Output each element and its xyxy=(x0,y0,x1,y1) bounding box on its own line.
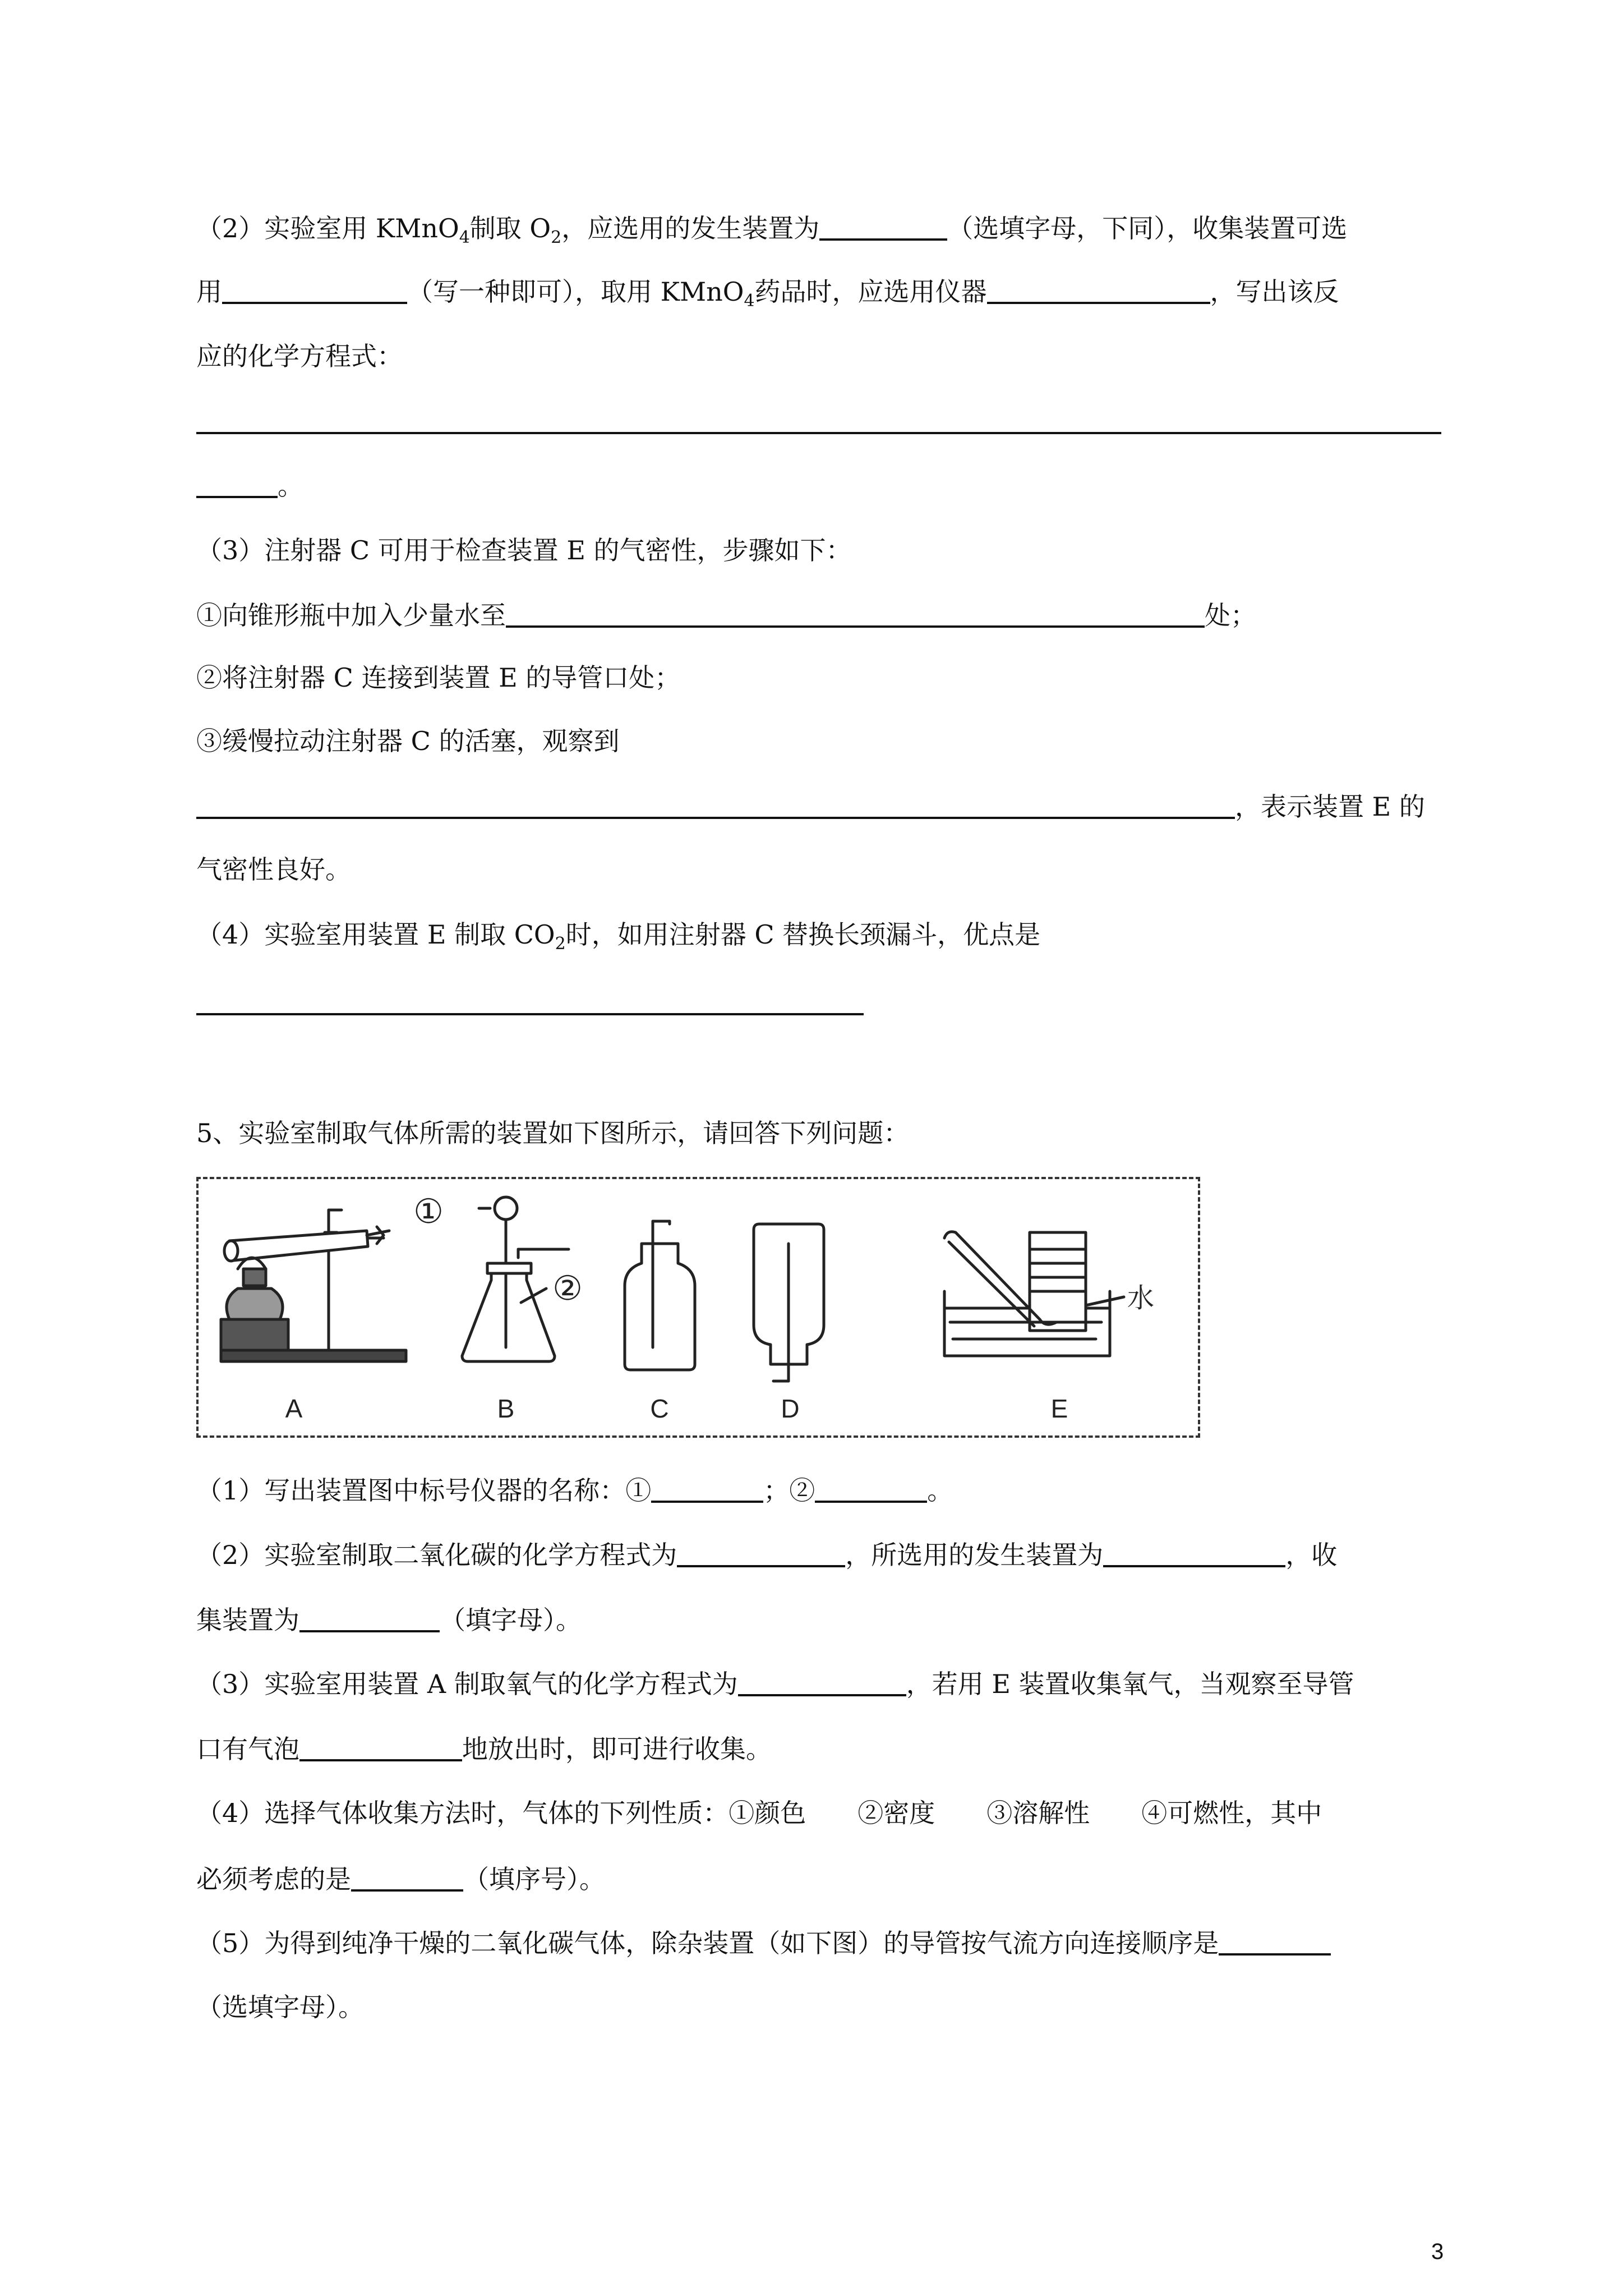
text: （3）注射器 C 可用于检查装置 E 的气密性，步骤如下： xyxy=(196,535,852,565)
answer-blank[interactable] xyxy=(819,210,947,241)
q4-part2-line3 xyxy=(196,339,403,373)
q4-part4-line1 xyxy=(196,918,1041,954)
text: （4）选择气体收集方法时，气体的下列性质：①颜色 ②密度 ③溶解性 ④可燃性，其中 xyxy=(196,1798,1322,1828)
answer-blank[interactable] xyxy=(196,468,278,498)
label-e: E xyxy=(1050,1394,1068,1423)
answer-blank[interactable] xyxy=(1219,1925,1331,1955)
q4-part2-line4 xyxy=(196,468,303,503)
text: 地放出时，即可进行收集。 xyxy=(462,1734,772,1764)
q4-part3-step3 xyxy=(196,724,619,758)
text: ；② xyxy=(763,1475,815,1506)
subscript: 2 xyxy=(551,228,562,247)
answer-blank[interactable] xyxy=(1103,1537,1285,1567)
apparatus-figure xyxy=(196,1177,1200,1438)
text: 集装置为 xyxy=(196,1605,299,1635)
text: （填序号）。 xyxy=(463,1864,605,1894)
text: 药品时，应选用仪器 xyxy=(754,277,987,307)
q4-part3-step1 xyxy=(196,597,1256,632)
apparatus-e-icon xyxy=(944,1232,1124,1356)
q5-part4-line2 xyxy=(196,1861,605,1896)
text: （1）写出装置图中标号仪器的名称：① xyxy=(196,1475,652,1506)
q5-part3-line1 xyxy=(196,1666,1354,1701)
text: 。 xyxy=(278,471,303,501)
text: （选填字母，下同），收集装置可选 xyxy=(947,213,1348,243)
text: ，若用 E 装置收集氧气，当观察至导管 xyxy=(906,1669,1354,1699)
text: 口有气泡 xyxy=(196,1734,299,1764)
label-d: D xyxy=(781,1394,800,1423)
text: ②将注射器 C 连接到装置 E 的导管口处； xyxy=(196,662,681,693)
text: 。 xyxy=(927,1475,953,1506)
answer-blank[interactable] xyxy=(299,1602,440,1632)
q5-part1 xyxy=(196,1473,953,1507)
text: 应的化学方程式： xyxy=(196,341,403,371)
q4-part3-title xyxy=(196,533,852,567)
q4-part2-line1 xyxy=(196,210,1347,245)
text: （4）实验室用装置 E 制取 CO xyxy=(196,919,555,950)
mark-2: ② xyxy=(552,1269,583,1308)
q5-part2-line2 xyxy=(196,1602,582,1637)
q5-part5-line1 xyxy=(196,1925,1331,1960)
q5-title xyxy=(196,1116,909,1150)
text: （2）实验室用 KMnO xyxy=(196,213,459,243)
subscript: 4 xyxy=(744,291,755,311)
apparatus-d-icon xyxy=(754,1224,824,1381)
text: （写一种即可），取用 KMnO xyxy=(407,277,744,307)
answer-blank[interactable] xyxy=(815,1473,927,1503)
q5-part5-line2 xyxy=(196,1990,364,2024)
text: （5）为得到纯净干燥的二氧化碳气体，除杂装置（如下图）的导管按气流方向连接顺序是 xyxy=(196,1928,1219,1958)
q4-part3-step2 xyxy=(196,661,680,694)
answer-blank[interactable] xyxy=(677,1537,845,1567)
text: （3）实验室用装置 A 制取氧气的化学方程式为 xyxy=(196,1669,738,1699)
text: ，收 xyxy=(1285,1540,1338,1570)
text: 时，如用注射器 C 替换长颈漏斗，优点是 xyxy=(565,919,1041,950)
water-label: 水 xyxy=(1127,1282,1155,1314)
answer-blank[interactable] xyxy=(299,1731,462,1761)
label-c: C xyxy=(650,1394,669,1423)
apparatus-c-icon xyxy=(625,1221,695,1370)
text: ①向锥形瓶中加入少量水至 xyxy=(196,600,506,631)
text: 5、实验室制取气体所需的装置如下图所示，请回答下列问题： xyxy=(196,1118,910,1148)
mark-1: ① xyxy=(413,1192,444,1231)
answer-blank[interactable] xyxy=(738,1666,906,1696)
text: 制取 O xyxy=(469,213,551,243)
text: 用 xyxy=(196,277,222,307)
q5-part4-line1 xyxy=(196,1796,1322,1830)
apparatus-drawing xyxy=(199,1179,1198,1435)
answer-blank[interactable] xyxy=(506,597,1205,628)
label-b: B xyxy=(497,1394,515,1423)
text: （填字母）。 xyxy=(440,1605,582,1635)
answer-line-advantage[interactable] xyxy=(196,1013,864,1015)
answer-blank[interactable] xyxy=(651,1473,763,1503)
text: ③缓慢拉动注射器 C 的活塞，观察到 xyxy=(196,726,620,756)
answer-line-equation[interactable] xyxy=(196,432,1441,434)
text: ，应选用的发生装置为 xyxy=(561,213,820,243)
answer-blank[interactable] xyxy=(351,1861,463,1892)
q5-part2-line1 xyxy=(196,1537,1337,1572)
text: （2）实验室制取二氧化碳的化学方程式为 xyxy=(196,1540,677,1570)
page-number: 3 xyxy=(1431,2239,1444,2264)
text: （选填字母）。 xyxy=(196,1992,364,2022)
q4-part3-step3-cont xyxy=(196,789,1425,823)
subscript: 2 xyxy=(555,934,566,954)
text: 气密性良好。 xyxy=(196,854,351,885)
answer-blank[interactable] xyxy=(196,789,1235,819)
q5-part3-line2 xyxy=(196,1731,772,1766)
q4-part2-line2 xyxy=(196,274,1339,309)
text: ，所选用的发生装置为 xyxy=(845,1540,1104,1570)
answer-blank[interactable] xyxy=(987,274,1210,304)
apparatus-a-icon xyxy=(221,1210,406,1361)
text: 必须考虑的是 xyxy=(196,1864,351,1894)
q4-part3-step3-end xyxy=(196,853,351,886)
text: 处； xyxy=(1205,600,1256,631)
label-a: A xyxy=(285,1394,303,1423)
answer-blank[interactable] xyxy=(222,274,407,304)
subscript: 4 xyxy=(459,228,470,247)
text: ，表示装置 E 的 xyxy=(1235,792,1425,822)
text: ，写出该反 xyxy=(1210,277,1339,307)
